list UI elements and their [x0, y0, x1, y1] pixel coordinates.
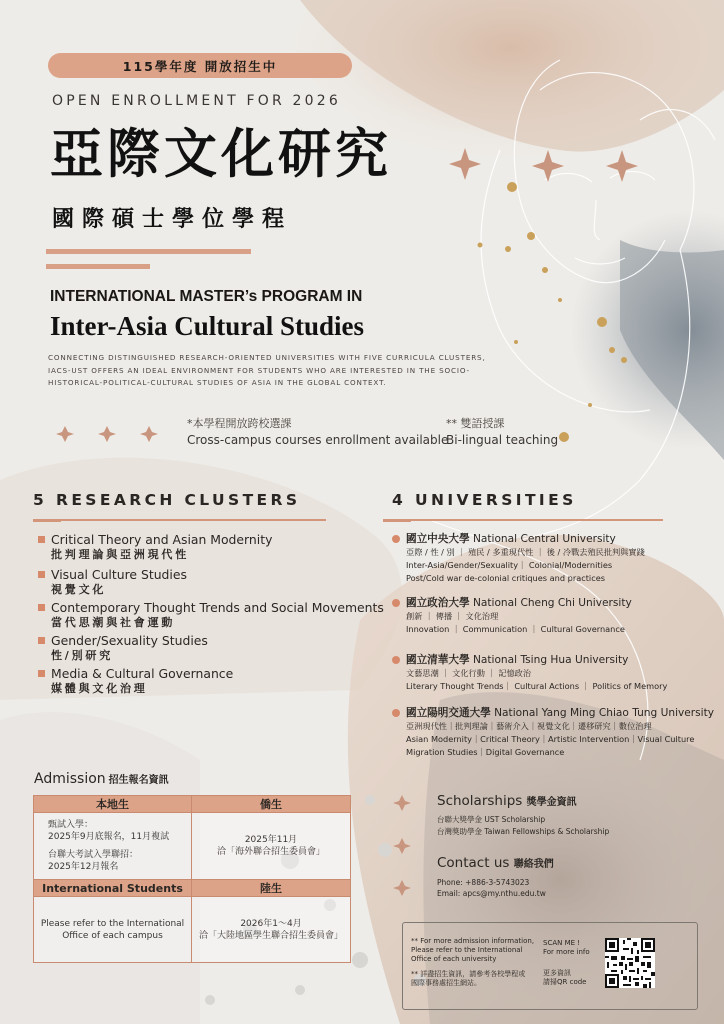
university-name-en: National Central University — [472, 533, 616, 545]
info-line: 國際事務處招生網站。 — [411, 979, 481, 987]
bullet-dot — [392, 656, 400, 664]
university-focus: Post/Cold war de-colonial critiques and practices — [406, 573, 606, 583]
bilingual-note-en: Bi-lingual teaching — [446, 433, 559, 447]
scan-text-zh — [543, 969, 586, 987]
admission-title: Admission — [34, 771, 106, 787]
intl-info-line: Please refer to the International — [40, 918, 185, 929]
universities-divider-accent — [383, 519, 411, 522]
cluster-item — [38, 666, 233, 696]
local-info-line: 2025年12月報名 — [48, 862, 119, 872]
scan-text-en — [543, 939, 590, 957]
scan-line: 請掃QR code — [543, 978, 587, 986]
cluster-name-zh: 媒體與文化治理 — [51, 682, 148, 695]
cluster-name-zh: 視覺文化 — [51, 583, 107, 596]
local-info-line: 2025年9月底報名，11月複試 — [48, 832, 170, 842]
cluster-item — [38, 600, 384, 630]
info-zh — [411, 970, 525, 988]
contact-heading — [437, 855, 554, 871]
admission-heading — [34, 771, 169, 787]
cluster-item — [38, 633, 208, 663]
university-item — [392, 653, 712, 693]
university-name-zh: 國立中央大學 — [406, 533, 470, 545]
divider-bar — [46, 249, 251, 254]
clusters-divider-accent — [33, 519, 61, 522]
university-name-zh: 國立陽明交通大學 — [406, 707, 491, 719]
open-enrollment-heading: OPEN ENROLLMENT FOR 2026 — [52, 93, 341, 109]
university-focus: Literary Thought Trends｜ Cultural Actions ｜ Politics of Memory — [406, 681, 668, 691]
university-name-en: National Cheng Chi University — [472, 597, 632, 609]
scan-line: 更多資訊 — [543, 969, 571, 977]
bullet-dot — [392, 599, 400, 607]
universities-divider — [383, 519, 663, 521]
university-focus: 創新 ｜ 傳播 ｜ 文化治理 — [406, 611, 499, 621]
cluster-item — [38, 567, 187, 597]
university-focus: 亞洲現代性｜批判理論｜藝術介入｜視覺文化｜遷移研究｜數位治理 — [406, 721, 652, 731]
university-focus: Innovation ｜ Communication ｜ Cultural Governance — [406, 624, 625, 634]
local-info-line: 甄試入學： — [48, 820, 94, 830]
university-focus: 文藝思潮 ｜ 文化行動 ｜ 記憶政治 — [406, 668, 532, 678]
scan-line: For more info — [543, 948, 590, 956]
university-item — [392, 596, 712, 636]
info-line: Office of each university — [411, 955, 497, 963]
university-name — [392, 596, 712, 610]
info-line: ** 詳盡招生資訊，請參考各校學程或 — [411, 970, 526, 978]
cluster-name-en: Gender/Sexuality Studies — [51, 633, 208, 648]
scholarships-heading — [437, 793, 577, 809]
university-name — [392, 532, 712, 546]
university-focus: Migration Studies｜Digital Governance — [406, 747, 565, 757]
contact-phone: Phone: +886-3-5743023 — [437, 878, 530, 887]
cluster-name-en: Contemporary Thought Trends and Social Movements — [51, 600, 384, 615]
university-name-zh: 國立清華大學 — [406, 654, 470, 666]
overseas-info-line: 洽「海外聯合招生委員會」 — [216, 847, 325, 857]
program-subtitle-zh: 國際碩士學位學程 — [52, 206, 293, 232]
cluster-name-en: Critical Theory and Asian Modernity — [51, 532, 273, 547]
contact-email: Email: apcs@my.nthu.edu.tw — [437, 889, 546, 898]
cross-campus-note-en: Cross-campus courses enrollment available — [187, 433, 449, 447]
bullet-dot — [392, 709, 400, 717]
clusters-heading: 5 RESEARCH CLUSTERS — [33, 491, 301, 509]
cluster-name-zh: 批判理論與亞洲現代性 — [51, 548, 189, 561]
mainland-students-info — [192, 897, 351, 963]
bullet-square — [38, 571, 45, 578]
scholarship-item: 台聯大獎學金 UST Scholarship — [437, 815, 546, 824]
local-students-info — [34, 813, 192, 880]
international-students-info — [34, 897, 192, 963]
program-description: CONNECTING DISTINGUISHED RESEARCH-ORIENTED UNIVERSITIES WITH FIVE CURRICULA CLUSTERS, IACS-UST OFFERS AN IDEAL ENVIRONMENT FOR STUDENTS WHO ARE INTERESTED IN THE SOCIO-HISTORICAL-POLITICAL-CULTURAL STUDIES OF ASIA IN THE GLOBAL CONTEXT. — [48, 353, 486, 387]
cluster-name-en: Media & Cultural Governance — [51, 666, 234, 681]
universities-heading: 4 UNIVERSITIES — [392, 491, 577, 509]
mainland-students-header: 陸生 — [192, 880, 351, 897]
cross-campus-note — [187, 416, 448, 448]
mainland-info-line: 洽「大陸地區學生聯合招生委員會」 — [198, 930, 343, 941]
scholarship-item: 台灣獎助學金 Taiwan Fellowships & Scholarship — [437, 827, 610, 836]
bullet-dot — [392, 535, 400, 543]
admission-title-zh: 招生報名資訊 — [108, 775, 169, 786]
info-en — [411, 937, 534, 964]
program-label-en: INTERNATIONAL MASTER’s PROGRAM IN — [50, 288, 363, 305]
university-name-zh: 國立政治大學 — [406, 597, 470, 609]
cluster-name-zh: 性/別研究 — [51, 649, 114, 662]
scan-line: SCAN ME ! — [543, 939, 581, 947]
university-name — [392, 653, 712, 667]
bilingual-note-zh: ** 雙語授課 — [446, 417, 505, 430]
contact-title-zh: 聯絡我們 — [513, 859, 554, 870]
university-name-en: National Yang Ming Chiao Tung University — [494, 707, 715, 719]
bullet-square — [38, 604, 45, 611]
cluster-item — [38, 532, 272, 562]
university-focus: Inter-Asia/Gender/Sexuality｜ Colonial/Modernities — [406, 560, 613, 570]
contact-title: Contact us — [437, 855, 510, 871]
overseas-students-header: 僑生 — [192, 796, 351, 813]
bullet-square — [38, 536, 45, 543]
international-students-header: International Students — [34, 880, 192, 897]
overseas-students-info — [192, 813, 351, 880]
cross-campus-note-zh: *本學程開放跨校選課 — [187, 417, 292, 430]
mainland-info-line: 2026年1～4月 — [240, 918, 302, 929]
info-line: ** For more admission information, — [411, 937, 535, 945]
university-focus: 亞際 / 性 / 別 ｜ 殖民 / 多重現代性 ｜ 後 / 冷戰去殖民批判與實踐 — [406, 547, 645, 557]
info-line: Please refer to the International — [411, 946, 523, 954]
scholarships-title: Scholarships — [437, 793, 523, 809]
admission-table — [33, 795, 351, 963]
university-name — [392, 706, 715, 720]
cluster-name-zh: 當代思潮與社會運動 — [51, 616, 176, 629]
bilingual-note — [446, 416, 558, 448]
program-name-en: Inter-Asia Cultural Studies — [50, 311, 365, 341]
divider-bar — [46, 264, 150, 269]
overseas-info-line: 2025年11月 — [244, 835, 298, 845]
qr-code-icon[interactable] — [605, 938, 655, 988]
bullet-square — [38, 670, 45, 677]
local-students-header: 本地生 — [34, 796, 192, 813]
intl-info-line: Office of each campus — [62, 930, 163, 941]
enrollment-badge: 115學年度 開放招生中 — [48, 53, 352, 78]
university-item — [392, 706, 715, 759]
program-title-zh: 亞際文化研究 — [50, 123, 392, 185]
local-info-line: 台聯大考試入學聯招： — [48, 850, 139, 860]
clusters-divider — [33, 519, 326, 521]
bullet-square — [38, 637, 45, 644]
university-item — [392, 532, 712, 585]
cluster-name-en: Visual Culture Studies — [51, 567, 187, 582]
university-name-en: National Tsing Hua University — [472, 654, 629, 666]
university-focus: Asian Modernity｜Critical Theory｜Artistic Intervention｜Visual Culture — [406, 734, 695, 744]
scholarships-title-zh: 獎學金資訊 — [526, 797, 577, 808]
